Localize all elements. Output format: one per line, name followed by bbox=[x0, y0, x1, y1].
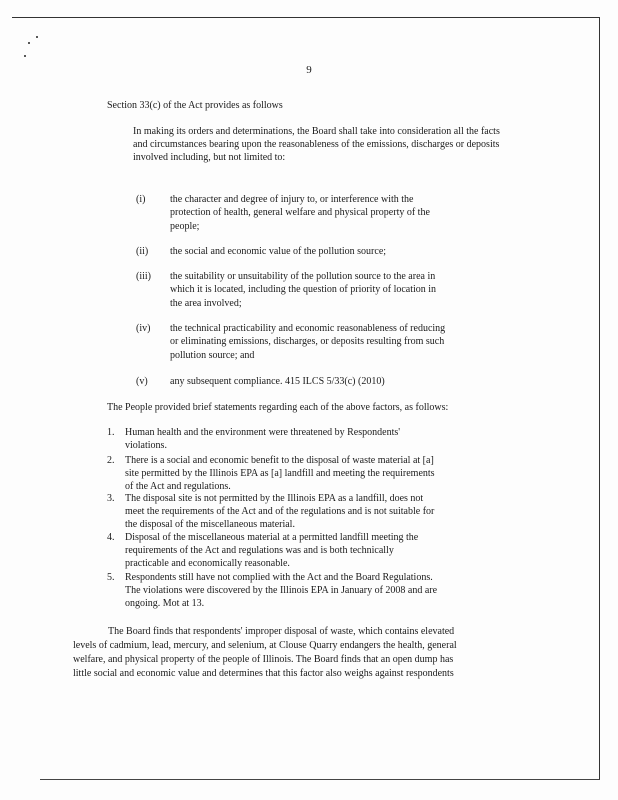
factor-item bbox=[136, 375, 516, 389]
scan-border-top bbox=[12, 17, 600, 18]
item-number: 5. bbox=[107, 572, 115, 583]
factor-text-line: protection of health, general welfare and physical property of the bbox=[170, 207, 430, 219]
finding-line: welfare, and physical property of the people of Illinois. The Board finds that an open dump has bbox=[73, 654, 454, 665]
item-text-line: of the Act and regulations. bbox=[125, 480, 231, 492]
item-number: 4. bbox=[107, 532, 115, 543]
factor-item bbox=[136, 245, 516, 259]
numbered-item bbox=[107, 532, 527, 571]
numbered-item bbox=[107, 572, 527, 611]
scan-border-bottom bbox=[40, 779, 600, 780]
section-intro: Section 33(c) of the Act provides as follows bbox=[107, 100, 283, 111]
board-finding-paragraph bbox=[73, 625, 553, 681]
item-text-line: site permitted by the Illinois EPA as [a] landfill and meeting the requirements bbox=[125, 467, 435, 479]
scan-speck bbox=[36, 36, 38, 38]
item-text-line: practicable and economically reasonable. bbox=[125, 557, 290, 569]
factor-text-line: pollution source; and bbox=[170, 349, 255, 361]
item-number: 1. bbox=[107, 427, 115, 438]
item-text-line: The violations were discovered by the Illinois EPA in January of 2008 and are bbox=[125, 584, 438, 596]
factor-text-line: the technical practicability and economic reasonableness of reducing bbox=[170, 323, 446, 334]
scan-border-right bbox=[599, 17, 600, 780]
factor-text-line: any subsequent compliance. 415 ILCS 5/33(c) (2010) bbox=[170, 376, 385, 387]
factor-text-line: people; bbox=[170, 220, 200, 232]
page-number: 9 bbox=[306, 64, 312, 76]
factor-item bbox=[136, 193, 516, 233]
finding-line: little social and economic value and determines that this factor also weighs against respondents bbox=[73, 668, 454, 679]
finding-line: The Board finds that respondents' improper disposal of waste, which contains elevated bbox=[108, 626, 455, 637]
finding-line: levels of cadmium, lead, mercury, and selenium, at Clouse Quarry endangers the health, general bbox=[73, 640, 457, 651]
item-text-line: requirements of the Act and regulations was and is both technically bbox=[125, 544, 394, 556]
factor-label: (iv) bbox=[136, 323, 151, 334]
item-text-line: Disposal of the miscellaneous material at a permitted landfill meeting the bbox=[125, 532, 419, 543]
scan-speck bbox=[28, 42, 30, 44]
item-text-line: ongoing. Mot at 13. bbox=[125, 597, 205, 609]
people-statement: The People provided brief statements regarding each of the above factors, as follows: bbox=[107, 402, 449, 413]
numbered-item bbox=[107, 455, 527, 494]
scan-speck bbox=[24, 55, 26, 57]
factor-label: (v) bbox=[136, 376, 148, 387]
item-number: 2. bbox=[107, 455, 115, 466]
item-number: 3. bbox=[107, 493, 115, 504]
factor-text-line: or eliminating emissions, discharges, or deposits resulting from such bbox=[170, 336, 445, 348]
item-text-line: There is a social and economic benefit to the disposal of waste material at [a] bbox=[125, 455, 434, 466]
numbered-item bbox=[107, 493, 527, 532]
item-text-line: The disposal site is not permitted by the Illinois EPA as a landfill, does not bbox=[125, 493, 424, 504]
factor-item bbox=[136, 270, 516, 310]
item-text-line: meet the requirements of the Act and of the regulations and is not suitable for bbox=[125, 505, 435, 517]
item-text-line: violations. bbox=[125, 439, 167, 451]
item-text-line: the disposal of the miscellaneous material. bbox=[125, 518, 295, 530]
factor-label: (ii) bbox=[136, 246, 149, 257]
factor-label: (i) bbox=[136, 194, 146, 205]
item-text-line: Respondents still have not complied with the Act and the Board Regulations. bbox=[125, 572, 433, 583]
factor-text-line: the social and economic value of the pollution source; bbox=[170, 246, 387, 257]
item-text-line: Human health and the environment were threatened by Respondents' bbox=[125, 427, 401, 438]
factor-text-line: the character and degree of injury to, or interference with the bbox=[170, 194, 414, 205]
factor-label: (iii) bbox=[136, 271, 151, 282]
numbered-item bbox=[107, 427, 527, 453]
factor-text-line: the area involved; bbox=[170, 297, 242, 309]
factor-item bbox=[136, 322, 516, 362]
factor-text-line: the suitability or unsuitability of the pollution source to the area in bbox=[170, 271, 436, 282]
statute-quote: In making its orders and determinations, the Board shall take into consideration all the facts and circumstances bearing upon the reasonableness of the emissions, discharges or deposits involved including, but not limited to: bbox=[133, 126, 500, 163]
factor-text-line: which it is located, including the question of priority of location in bbox=[170, 284, 437, 296]
